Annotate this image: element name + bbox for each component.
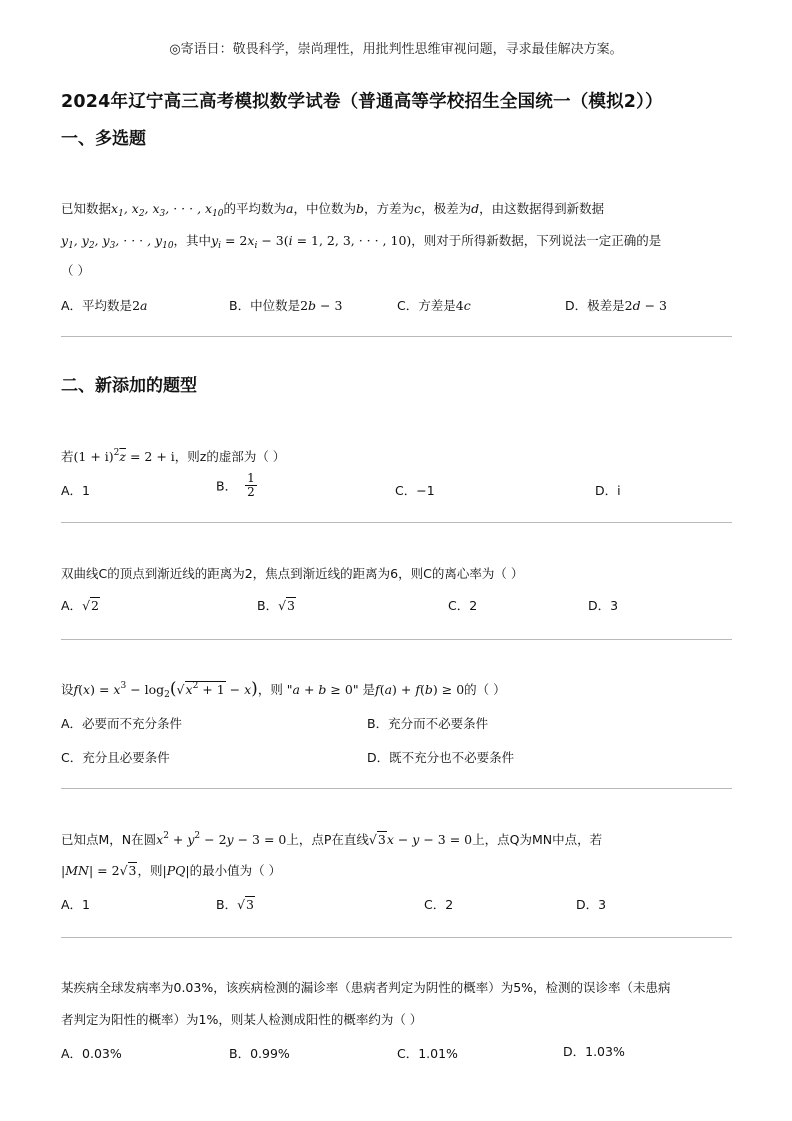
option-5b[interactable]: B．√3 (216, 897, 254, 912)
option-6b[interactable]: B．0.99% (229, 1046, 290, 1061)
page-title: 2024年辽宁高三高考模拟数学试卷（普通高等学校招生全国统一（模拟2）） (61, 92, 663, 112)
option-1c[interactable]: C．方差是4c (397, 298, 471, 313)
option-4d[interactable]: D．既不充分也不必要条件 (367, 750, 515, 765)
divider (61, 336, 732, 337)
question-1-answer-paren: （ ） (61, 263, 90, 278)
option-2a[interactable]: A．1 (61, 483, 91, 498)
option-5a[interactable]: A．1 (61, 897, 91, 912)
motto-line: ◎寄语日：敬畏科学，崇尚理性，用批判性思维审视问题，寻求最佳解决方案。 (169, 42, 623, 57)
divider (61, 788, 732, 789)
option-2c[interactable]: C．−1 (395, 483, 435, 498)
option-6a[interactable]: A．0.03% (61, 1046, 122, 1061)
question-1-line-1: 已知数据$x_1$, $x_2$, $x_3$, · · · , $x_{10}$的平均数为a，中位数为b，方差为c，极差为d，由这数据得到新数据 (61, 201, 605, 219)
question-2: 若$(1 + i)^2\overline{z} = 2 + i$，则z的虚部为（ ） (61, 448, 286, 464)
option-5d[interactable]: D．3 (576, 897, 607, 912)
section-heading-multi-choice: 一、多选题 (61, 129, 146, 149)
option-4c[interactable]: C．充分且必要条件 (61, 750, 170, 765)
option-4a[interactable]: A．必要而不充分条件 (61, 716, 183, 731)
option-6d[interactable]: D．1.03% (563, 1044, 625, 1059)
option-4b[interactable]: B．充分而不必要条件 (367, 716, 489, 731)
option-1d[interactable]: D．极差是2d − 3 (565, 298, 667, 313)
section-heading-new-types: 二、新添加的题型 (61, 376, 197, 396)
question-4: 设$f(x) = x^3 - \log_2(√x^2 + 1 - x)$，则 "a + b ≥ 0" 是f(a) + f(b) ≥ 0的（ ） (61, 679, 506, 700)
question-3: 双曲线C的顶点到渐近线的距离为2，焦点到渐近线的距离为6，则C的离心率为（ ） (61, 566, 524, 581)
option-2b[interactable]: B． $\frac{1}{2}$ (216, 471, 255, 499)
question-5-line-2: |MN| = 2√3，则|PQ|的最小值为（ ） (61, 863, 282, 878)
question-5-line-1: 已知点M，N在圆$x^2 + y^2 - 2y - 3 = 0$上，点P在直线√3x − y − 3 = 0上，点Q为MN中点，若 (61, 831, 603, 847)
option-6c[interactable]: C．1.01% (397, 1046, 458, 1061)
question-6-line-1: 某疾病全球发病率为0.03%，该疾病检测的漏诊率（患病者判定为阴性的概率）为5%，检测的误诊率（未患病 (61, 980, 671, 995)
option-3b[interactable]: B．√3 (257, 598, 295, 613)
option-3c[interactable]: C．2 (448, 598, 478, 613)
question-6-line-2: 者判定为阳性的概率）为1%，则某人检测成阳性的概率约为（ ） (61, 1012, 423, 1027)
divider (61, 522, 732, 523)
option-3d[interactable]: D．3 (588, 598, 619, 613)
option-1b[interactable]: B．中位数是2b − 3 (229, 298, 343, 313)
option-3a[interactable]: A．√2 (61, 598, 99, 613)
option-5c[interactable]: C．2 (424, 897, 454, 912)
question-1-line-2: $y_1$, $y_2$, $y_3$, · · · , $y_{10}$，其中$y_i = 2x_i - 3(i = 1$, 2, 3, · · · , 10)，则对于所得新数据，下列说法一定正确的是 (61, 233, 662, 251)
divider (61, 639, 732, 640)
option-1a[interactable]: A．平均数是2a (61, 298, 148, 313)
option-2d[interactable]: D．i (595, 483, 621, 498)
divider (61, 937, 732, 938)
